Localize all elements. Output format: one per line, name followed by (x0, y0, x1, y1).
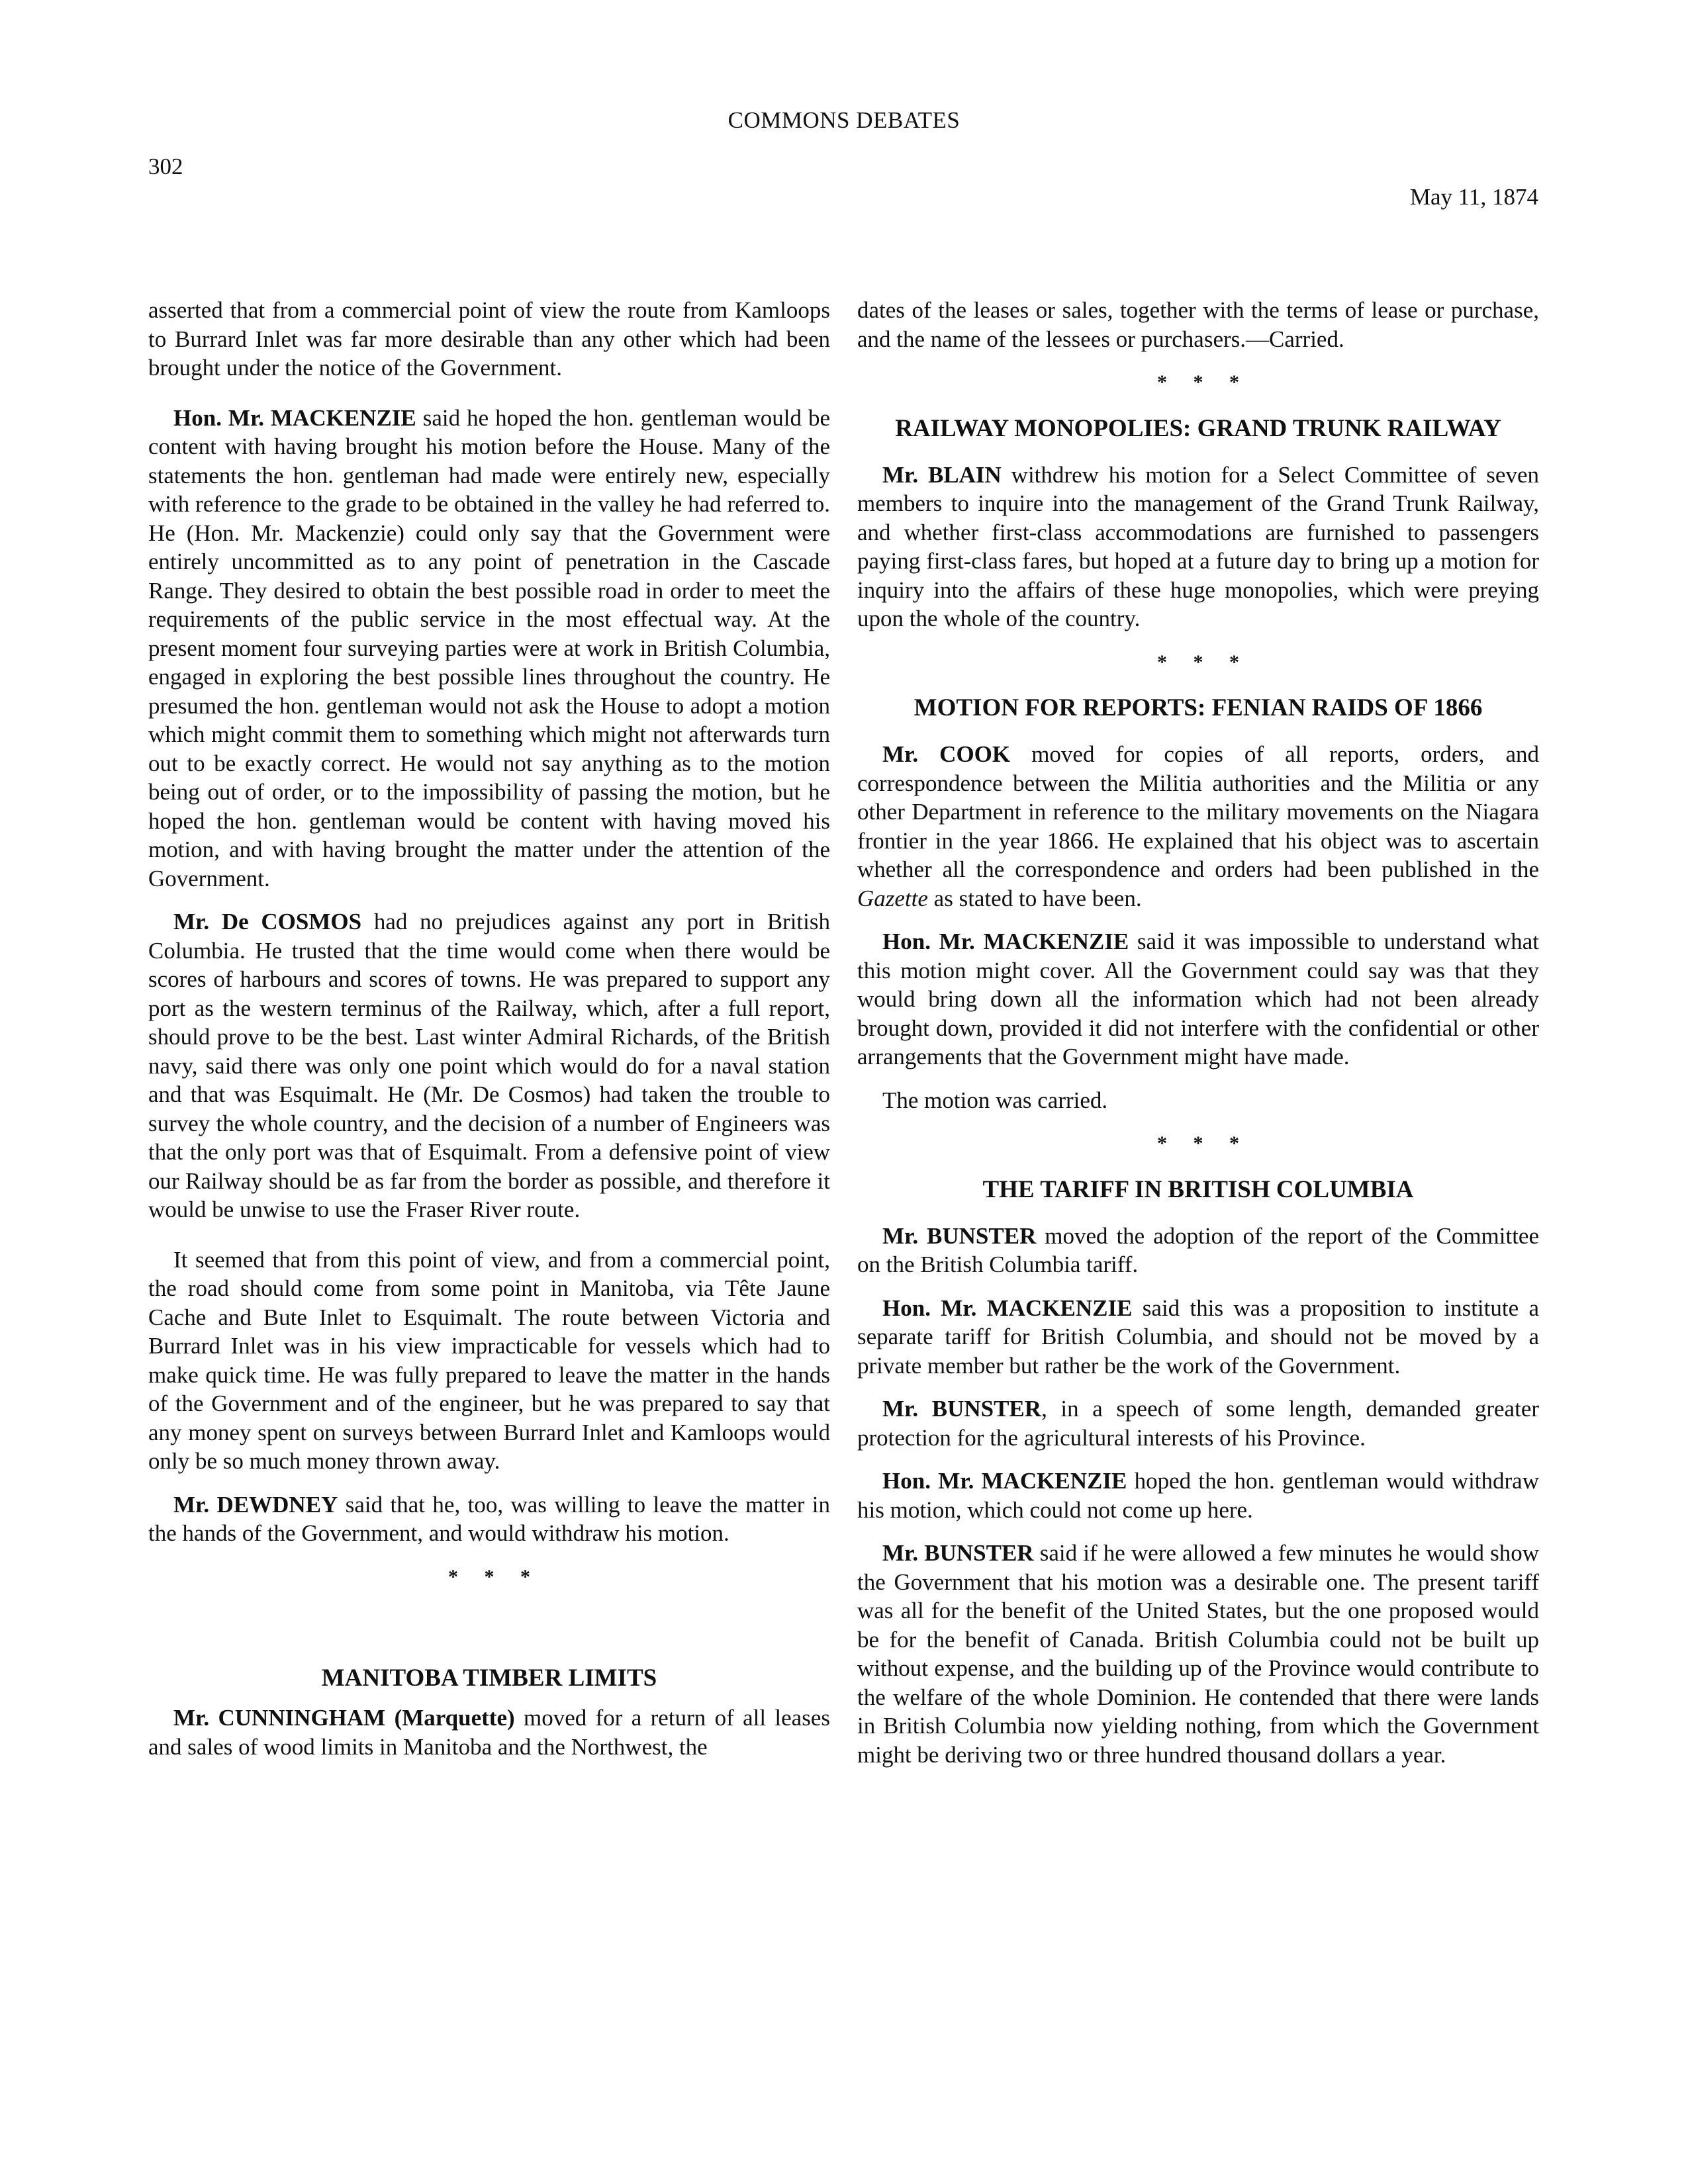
running-head: COMMONS DEBATES (727, 107, 961, 133)
speech-text: moved for copies of all reports, orders, and correspondence between the Militia authorities and the Militia or any other Department in reference to the military movements on the Niagara frontier in the year 1866. He explained that his object was to ascertain whether all the correspondence and orders had been published in the (857, 741, 1539, 882)
speech-text: hoped the hon. gentleman would withdraw his motion, which could not come up here. (857, 1468, 1539, 1523)
speech-de-cosmos (148, 907, 830, 1224)
speech-text: had no prejudices against any port in British Columbia. He trusted that the time would come when there would be scores of harbours and scores of towns. He was prepared to support any port as the western terminus of the Railway, which, after a full report, should prove to be the best. Last winter Admiral Richards, of the British navy, said there was only one point which would do for a naval station and that was Esquimalt. He (Mr. De Cosmos) had taken the trouble to survey the whole country, and the decision of a number of Engineers was that the only port was that of Esquimalt. From a defensive point of view our Railway should be as far from the border as possible, and therefore it would be unwise to use the Fraser River route. (148, 909, 831, 1222)
speech-text: said this was a proposition to institute a separate tariff for British Columbia, and should not be moved by a private member but rather be the work of the Government. (857, 1295, 1539, 1379)
speech-text: said that he, too, was willing to leave the matter in the hands of the Government, and would withdraw his motion. (148, 1491, 830, 1546)
section-separator: * * * (448, 1565, 541, 1588)
speaker-name: Hon. Mr. MACKENZIE (173, 404, 416, 431)
speech-text: , in a speech of some length, demanded greater protection for the agricultural interests of his Province. (857, 1396, 1540, 1451)
paragraph: asserted that from a commercial point of view the route from Kamloops to Burrard Inlet was far more desirable than any other which had been brought under the notice of the Government. (148, 297, 830, 381)
right-column (857, 296, 1539, 1784)
section-heading: MOTION FOR REPORTS: FENIAN RAIDS OF 1866 (914, 694, 1483, 721)
speaker-name: Mr. BLAIN (882, 461, 1002, 488)
speech-text: said it was impossible to understand what this motion might cover. All the Government could say was that they would bring down all the information which had not been already brought down, provided it did not interfere with the confidential or other arrangements that the Government might have made. (857, 929, 1539, 1069)
speaker-name: Hon. Mr. MACKENZIE (882, 1468, 1127, 1494)
paragraph: The motion was carried. (882, 1087, 1108, 1113)
speech-text: said if he were allowed a few minutes he would show the Government that his motion was a desirable one. The present tariff was all for the benefit of the United States, but the one proposed would be for the benefit of Canada. British Columbia could not be built up without expense, and the building up of the Province would contribute to the welfare of the whole Dominion. He contended that there were lands in British Columbia now yielding nothing, from which the Government might be deriving two or three hundred thousand dollars a year. (857, 1540, 1539, 1768)
speech-mackenzie (857, 927, 1539, 1071)
speech-text: withdrew his motion for a Select Committee of seven members to inquire into the management of the Grand Trunk Railway, and whether first-class accommodations are furnished to passengers paying first-class fares, but hoped at a future day to bring up a motion for inquiry into the affairs of these huge monopolies, which were preying upon the whole of the country. (857, 461, 1539, 631)
speech-bunster (857, 1394, 1539, 1452)
speaker-name: Mr. BUNSTER (882, 1222, 1037, 1249)
speech-bunster (857, 1222, 1539, 1279)
left-column (148, 296, 830, 1776)
speech-text: moved for a return of all leases and sales of wood limits in Manitoba and the Northwest, the (148, 1705, 830, 1760)
speech-bunster (857, 1539, 1539, 1769)
speaker-name: Hon. Mr. MACKENZIE (882, 1295, 1133, 1321)
speech-text: said he hoped the hon. gentleman would be content with having brought his motion before the House. Many of the statements the hon. gentleman had made were entirely new, especially with reference to the grade to be obtained in the valley he had referred to. He (Hon. Mr. Mackenzie) could only say that the Government were entirely uncommitted as to any point of penetration in the Cascade Range. They desired to obtain the best possible road in order to meet the requirements of the public service in the most effectual way. At the present moment four surveying parties were at work in British Columbia, engaged in exploring the best possible lines throughout the country. He presumed the hon. gentleman would not ask the House to adopt a motion which might commit them to something which might not afterwards turn out to be exactly correct. He would not say anything as to the motion being out of order, or to the impossibility of passing the motion, but he hoped the hon. gentleman would be content with having moved his motion, and with having brought the matter under the attention of the Government. (148, 404, 830, 891)
speaker-name: Mr. BUNSTER (882, 1396, 1042, 1422)
section-heading: RAILWAY MONOPOLIES: GRAND TRUNK RAILWAY (895, 414, 1501, 442)
page-number: 302 (148, 154, 183, 179)
section-separator: * * * (1157, 651, 1250, 673)
speech-mackenzie (857, 1467, 1539, 1524)
page-date: May 11, 1874 (1409, 184, 1538, 210)
speaker-name: Mr. BUNSTER (882, 1540, 1034, 1566)
speech-mackenzie (148, 404, 830, 893)
speaker-name: Mr. CUNNINGHAM (Marquette) (173, 1705, 515, 1731)
speech-text: as stated to have been. (927, 885, 1142, 911)
speech-mackenzie (857, 1294, 1539, 1381)
speaker-name: Mr. DEWDNEY (173, 1491, 338, 1518)
speech-dewdney (148, 1490, 830, 1548)
section-separator: * * * (1157, 1132, 1250, 1154)
speech-blain (857, 461, 1539, 633)
speech-text: moved the adoption of the report of the Committee on the British Columbia tariff. (857, 1222, 1540, 1277)
speech-cook (857, 740, 1539, 913)
section-heading: THE TARIFF IN BRITISH COLUMBIA (982, 1175, 1414, 1203)
paragraph: dates of the leases or sales, together with the terms of lease or purchase, and the name of the lessees or purchasers.—Carried. (857, 297, 1539, 352)
speaker-name: Mr. De COSMOS (173, 909, 362, 934)
section-separator: * * * (1157, 371, 1250, 393)
publication-title: Gazette (857, 885, 928, 911)
paragraph: It seemed that from this point of view, and from a commercial point, the road should come from some point in Manitoba, via Tête Jaune Cache and Bute Inlet to Esquimalt. The route between Victoria and Burrard Inlet was in his view impracticable for vessels which had to make quick time. He was fully prepared to leave the matter in the hands of the Government and of the engineer, but he was prepared to say that any money spent on surveys between Burrard Inlet and Kamloops would only be so much money thrown away. (148, 1246, 830, 1474)
speaker-name: Hon. Mr. MACKENZIE (882, 929, 1129, 954)
section-heading: MANITOBA TIMBER LIMITS (321, 1664, 657, 1692)
speech-cunningham (148, 1704, 830, 1761)
speaker-name: Mr. COOK (882, 741, 1011, 767)
